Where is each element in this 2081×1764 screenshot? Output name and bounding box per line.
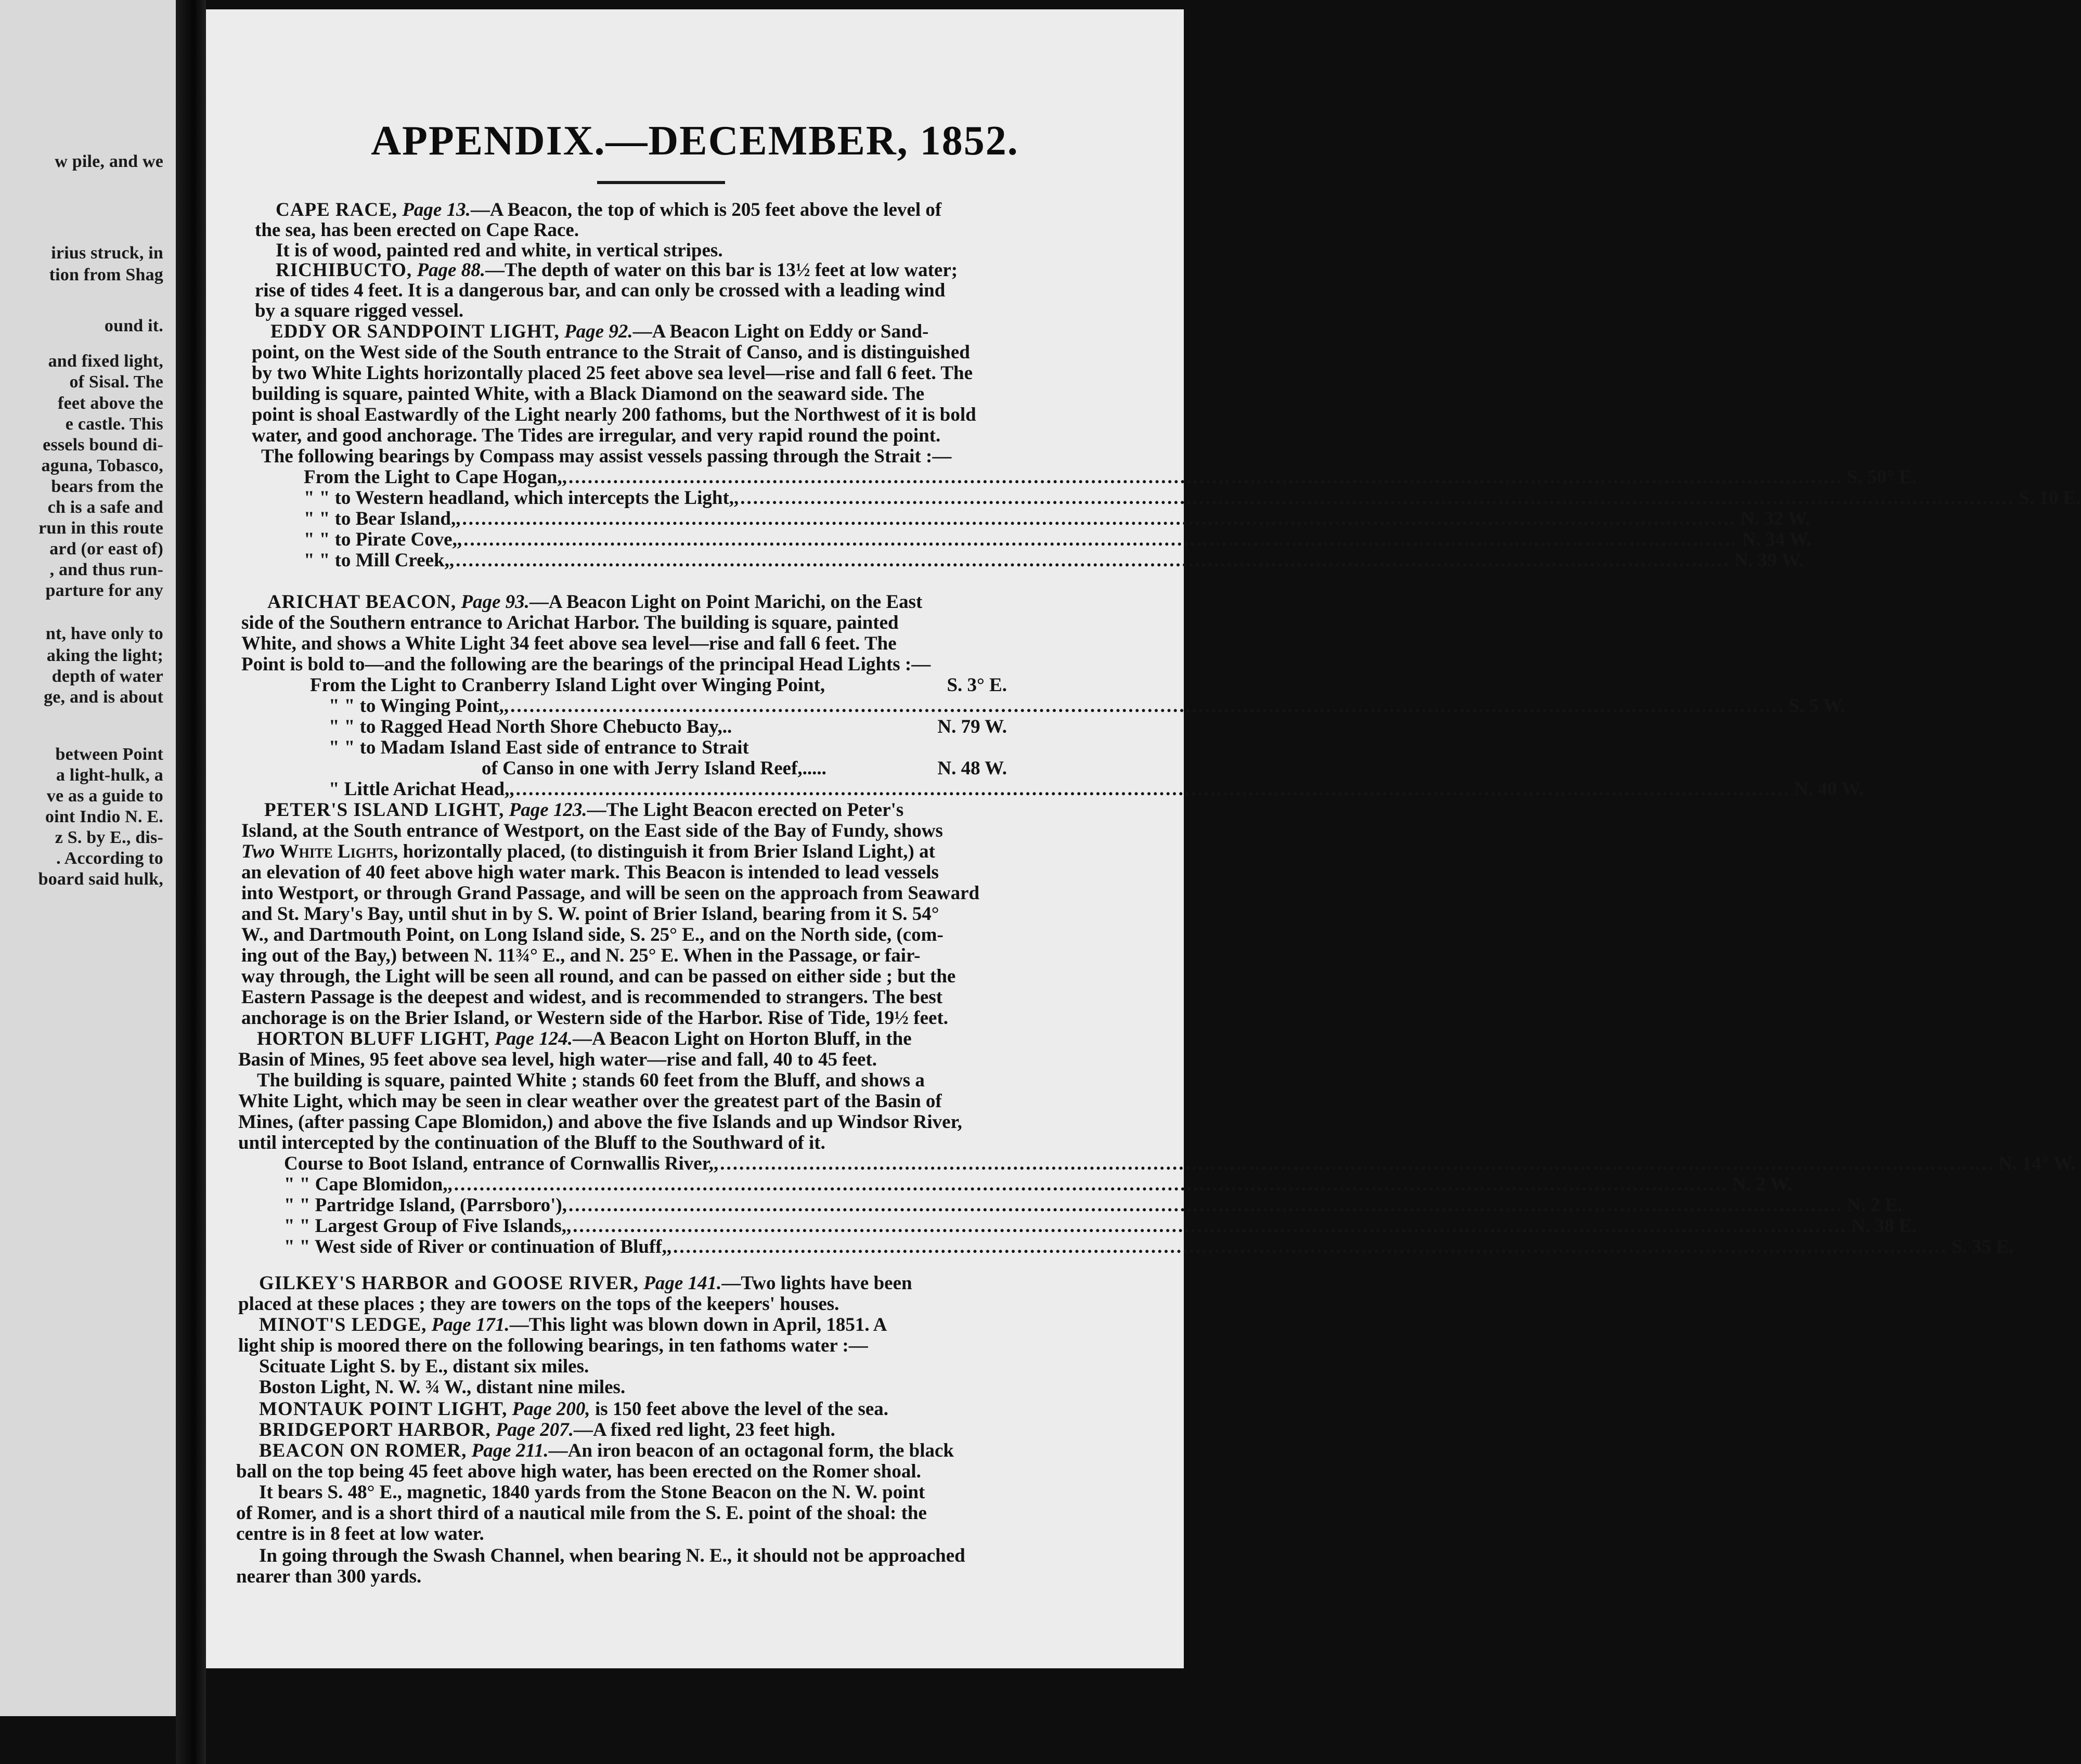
- table-row: [284, 1153, 2076, 1174]
- romer-line-3: It bears S. 48° E., magnetic, 1840 yards from the Stone Beacon on the N. W. point: [259, 1482, 925, 1503]
- eddy-line-2: point, on the West side of the South entrance to the Strait of Canso, and is distinguished: [252, 342, 970, 363]
- page-title: APPENDIX.—DECEMBER, 1852.: [371, 118, 1019, 164]
- facing-page-line: e castle. This: [65, 414, 163, 434]
- row-description: From the Light to Cranberry Island Light over Winging Point,: [310, 675, 825, 696]
- gilkey-line-1: GILKEY'S HARBOR and GOOSE RIVER, Page 141.—Two lights have been: [259, 1273, 912, 1294]
- row-description: " " West side of River or continuation of Bluff,: [284, 1236, 667, 1257]
- eddy-line-7: The following bearings by Compass may assist vessels passing through the Strait :—: [261, 446, 952, 467]
- minot-line-3: Scituate Light S. by E., distant six miles.: [259, 1356, 589, 1377]
- minot-line-4: Boston Light, N. W. ¾ W., distant nine miles.: [259, 1377, 626, 1398]
- row-bearing: N. 34 W.: [1742, 529, 1812, 550]
- table-row: [284, 1215, 1917, 1237]
- facing-page-line: of Sisal. The: [69, 372, 163, 392]
- table-row: [304, 487, 2081, 509]
- leader-dots: ,........................................................................................................................................................................................................: [666, 1236, 1948, 1257]
- facing-page-line: run in this route: [38, 518, 163, 538]
- title-rule: [597, 181, 725, 184]
- eddy-line-4: building is square, painted White, with a Black Diamond on the seaward side. The: [252, 383, 925, 405]
- richibucto-line-2: rise of tides 4 feet. It is a dangerous bar, and can only be crossed with a leading wind: [255, 280, 946, 301]
- facing-page: [0, 0, 176, 1716]
- row-bearing: N. 32 W.: [1740, 508, 1811, 529]
- eddy-line-3: by two White Lights horizontally placed 25 feet above sea level—rise and fall 6 feet. The: [252, 362, 973, 384]
- table-row: [304, 529, 1812, 550]
- leader-dots: [826, 758, 933, 779]
- row-bearing: [1003, 737, 1007, 758]
- leader-dots: ,........................................................................................................................................................................................................: [713, 1153, 1995, 1174]
- row-description: From the Light to Cape Hogan,: [304, 466, 562, 488]
- minot-line-2: light ship is moored there on the following bearings, in ten fathoms water :—: [238, 1335, 868, 1356]
- facing-page-line: tion from Shag: [49, 265, 163, 284]
- row-description: of Canso in one with Jerry Island Reef,.....: [482, 758, 826, 779]
- eddy-line-6: water, and good anchorage. The Tides are irregular, and very rapid round the point.: [252, 425, 941, 446]
- leader-dots: ,........................................................................................................................................................................................................: [509, 779, 1790, 800]
- leader-dots: [749, 737, 1003, 758]
- eddy-line-1: EDDY OR SANDPOINT LIGHT, Page 92.—A Beacon Light on Eddy or Sand-: [270, 321, 929, 342]
- horton-line-3: The building is square, painted White ; stands 60 feet from the Bluff, and shows a: [257, 1070, 925, 1091]
- romer-line-5: centre is in 8 feet at low water.: [236, 1523, 484, 1545]
- arichat-line-4: Point is bold to—and the following are the bearings of the principal Head Lights :—: [241, 654, 931, 675]
- peters-line-9: way through, the Light will be seen all round, and can be passed on either side ; but the: [241, 966, 956, 987]
- facing-page-line: nt, have only to: [45, 624, 163, 643]
- leader-dots: ,........................................................................................................................................................................................................: [457, 529, 1738, 550]
- peters-line-5: into Westport, or through Grand Passage, and will be seen on the approach from Seaward: [241, 883, 980, 904]
- leader-dots: ,........................................................................................................................................................................................................: [562, 466, 1843, 488]
- leader-dots: ,........................................................................................................................................................................................................: [449, 550, 1730, 571]
- row-description: " Little Arichat Head,: [329, 779, 510, 800]
- row-description: " " to Ragged Head North Shore Chebucto Bay,..: [329, 716, 732, 737]
- row-bearing: N. 2 W.: [1732, 1174, 1792, 1195]
- facing-page-line: aguna, Tobasco,: [41, 456, 163, 475]
- peters-line-4: an elevation of 40 feet above high water mark. This Beacon is intended to lead vessels: [241, 862, 939, 883]
- leader-dots: ,........................................................................................................................................................................................................: [503, 695, 1785, 717]
- leader-dots: ,........................................................................................................................................................................................................: [734, 487, 2015, 509]
- row-bearing: S. 3° E.: [947, 675, 1007, 696]
- romer-line-2: ball on the top being 45 feet above high water, has been erected on the Romer shoal.: [236, 1461, 921, 1482]
- facing-page-line: z S. by E., dis-: [55, 828, 163, 847]
- row-bearing: N. 39 W.: [1734, 550, 1804, 571]
- row-bearing: S. 35 E.: [1951, 1236, 2014, 1257]
- row-bearing: N. 14° W.: [1998, 1153, 2076, 1174]
- row-bearing: S. 5 W.: [1789, 695, 1846, 717]
- richibucto-line-3: by a square rigged vessel.: [255, 300, 464, 321]
- table-row: [284, 1236, 2014, 1257]
- row-bearing: S. 50° E.: [1847, 466, 1917, 488]
- arichat-line-1: ARICHAT BEACON, Page 93.—A Beacon Light on Point Marichi, on the East: [267, 591, 923, 613]
- row-bearing: N. 48 W.: [937, 758, 1007, 779]
- romer-line-6: In going through the Swash Channel, when bearing N. E., it should not be approached: [259, 1545, 965, 1566]
- arichat-line-3: White, and shows a White Light 34 feet above sea level—rise and fall 6 feet. The: [241, 633, 897, 654]
- eddy-line-5: point is shoal Eastwardly of the Light nearly 200 fathoms, but the Northwest of it is bold: [252, 404, 976, 425]
- table-row: [329, 779, 1864, 800]
- peters-line-11: anchorage is on the Brier Island, or Western side of the Harbor. Rise of Tide, 19½ feet.: [241, 1007, 949, 1029]
- horton-line-6: until intercepted by the continuation of the Bluff to the Southward of it.: [238, 1132, 825, 1153]
- facing-page-line: aking the light;: [46, 646, 163, 665]
- table-row: [310, 675, 1007, 696]
- peters-line-10: Eastern Passage is the deepest and widest, and is recommended to strangers. The best: [241, 987, 943, 1008]
- row-bearing: S. 10 E.: [2019, 487, 2081, 509]
- appendix-page: [206, 9, 2081, 1668]
- facing-page-line: ch is a safe and: [47, 498, 163, 517]
- table-row: [304, 508, 1811, 529]
- table-row: [284, 1195, 1903, 1216]
- peters-line-1: PETER'S ISLAND LIGHT, Page 123.—The Light Beacon erected on Peter's: [264, 799, 904, 821]
- facing-page-line: ound it.: [104, 316, 163, 335]
- row-description: " " Partridge Island, (Parrsboro'): [284, 1195, 562, 1216]
- romer-line-4: of Romer, and is a short third of a nautical mile from the S. E. point of the shoal: the: [236, 1502, 927, 1524]
- facing-page-line: parture for any: [45, 581, 163, 600]
- horton-line-1: HORTON BLUFF LIGHT, Page 124.—A Beacon Light on Horton Bluff, in the: [257, 1028, 912, 1049]
- row-description: " " to Winging Point,: [329, 695, 504, 717]
- facing-page-line: w pile, and we: [55, 152, 163, 171]
- table-row: [329, 717, 1007, 737]
- richibucto-line-1: RICHIBUCTO, Page 88.—The depth of water on this bar is 13½ feet at low water;: [276, 260, 958, 281]
- horton-line-4: White Light, which may be seen in clear weather over the greatest part of the Basin of: [238, 1091, 942, 1112]
- leader-dots: ,........................................................................................................................................................................................................: [562, 1195, 1843, 1216]
- peters-line-7: W., and Dartmouth Point, on Long Island side, S. 25° E., and on the North side, (com-: [241, 924, 943, 945]
- row-description: " " Cape Blomidon,: [284, 1174, 448, 1195]
- facing-page-line: and fixed light,: [48, 352, 163, 371]
- table-row: [482, 758, 1007, 779]
- facing-page-line: essels bound di-: [43, 435, 163, 455]
- facing-page-line: . According to: [56, 849, 163, 868]
- leader-dots: ,........................................................................................................................................................................................................: [566, 1215, 1847, 1237]
- row-description: " " to Western headland, which intercepts the Light,: [304, 487, 734, 509]
- peters-line-8: ing out of the Bay,) between N. 11¾° E., and N. 25° E. When in the Passage, or fair-: [241, 945, 921, 966]
- leader-dots: ,........................................................................................................................................................................................................: [456, 508, 1737, 529]
- facing-page-line: board said hulk,: [38, 870, 163, 889]
- book-gutter: [176, 0, 206, 1764]
- leader-dots: [825, 675, 942, 696]
- table-row: [284, 1174, 1792, 1195]
- row-description: " " to Mill Creek,: [304, 550, 449, 571]
- row-description: " " to Bear Island,: [304, 508, 456, 529]
- row-description: " " to Madam Island East side of entrance to Strait: [329, 737, 749, 758]
- facing-page-line: a light-hulk, a: [56, 766, 163, 785]
- facing-page-line: irius struck, in: [51, 243, 163, 263]
- romer-line-7: nearer than 300 yards.: [236, 1566, 422, 1587]
- facing-page-line: bears from the: [51, 477, 163, 496]
- gilkey-line-2: placed at these places ; they are towers on the tops of the keepers' houses.: [238, 1293, 839, 1315]
- horton-line-5: Mines, (after passing Cape Blomidon,) and above the five Islands and up Windsor River,: [238, 1111, 962, 1133]
- peters-line-6: and St. Mary's Bay, until shut in by S. W. point of Brier Island, bearing from it S. 54°: [241, 903, 939, 925]
- row-bearing: N. 79 W.: [937, 716, 1007, 737]
- arichat-line-2: side of the Southern entrance to Arichat Harbor. The building is square, painted: [241, 612, 899, 633]
- facing-page-line: depth of water: [51, 667, 163, 686]
- table-row: [329, 695, 1846, 717]
- facing-page-line: feet above the: [58, 394, 163, 413]
- row-description: Course to Boot Island, entrance of Cornwallis River,: [284, 1153, 714, 1174]
- montauk-line-1: MONTAUK POINT LIGHT, Page 200, is 150 feet above the level of the sea.: [259, 1398, 889, 1420]
- horton-line-2: Basin of Mines, 95 feet above sea level, high water—rise and fall, 40 to 45 feet.: [238, 1049, 877, 1070]
- facing-page-line: ard (or east of): [49, 539, 163, 559]
- peters-line-3: Two White Lights, horizontally placed, (to distinguish it from Brier Island Light,) at: [241, 841, 935, 862]
- bridgeport-line-1: BRIDGEPORT HARBOR, Page 207.—A fixed red light, 23 feet high.: [259, 1419, 835, 1441]
- minot-line-1: MINOT'S LEDGE, Page 171.—This light was blown down in April, 1851. A: [259, 1314, 887, 1335]
- table-row: [304, 466, 1917, 488]
- row-description: " " to Pirate Cove,: [304, 529, 457, 550]
- table-row: [329, 737, 1007, 758]
- facing-page-line: ve as a guide to: [46, 786, 163, 806]
- leader-dots: ,........................................................................................................................................................................................................: [447, 1174, 1728, 1195]
- peters-line-2: Island, at the South entrance of Westport, on the East side of the Bay of Fundy, shows: [241, 820, 943, 841]
- row-bearing: N. 2 E.: [1846, 1195, 1903, 1216]
- row-bearing: N. 40 W.: [1794, 779, 1864, 800]
- row-bearing: N. 38 E.: [1851, 1215, 1917, 1237]
- cape-race-line-1: CAPE RACE, Page 13.—A Beacon, the top of which is 205 feet above the level of: [276, 199, 942, 220]
- table-row: [304, 550, 1804, 571]
- facing-page-line: , and thus run-: [49, 560, 163, 579]
- romer-line-1: BEACON ON ROMER, Page 211.—An iron beacon of an octagonal form, the black: [259, 1440, 954, 1461]
- cape-race-line-3: It is of wood, painted red and white, in vertical stripes.: [276, 240, 723, 261]
- facing-page-line: between Point: [55, 745, 163, 764]
- facing-page-line: ge, and is about: [44, 688, 163, 707]
- row-description: " " Largest Group of Five Islands,: [284, 1215, 567, 1237]
- facing-page-line: oint Indio N. E.: [45, 807, 163, 826]
- cape-race-line-2: the sea, has been erected on Cape Race.: [255, 219, 579, 241]
- leader-dots: [732, 717, 933, 737]
